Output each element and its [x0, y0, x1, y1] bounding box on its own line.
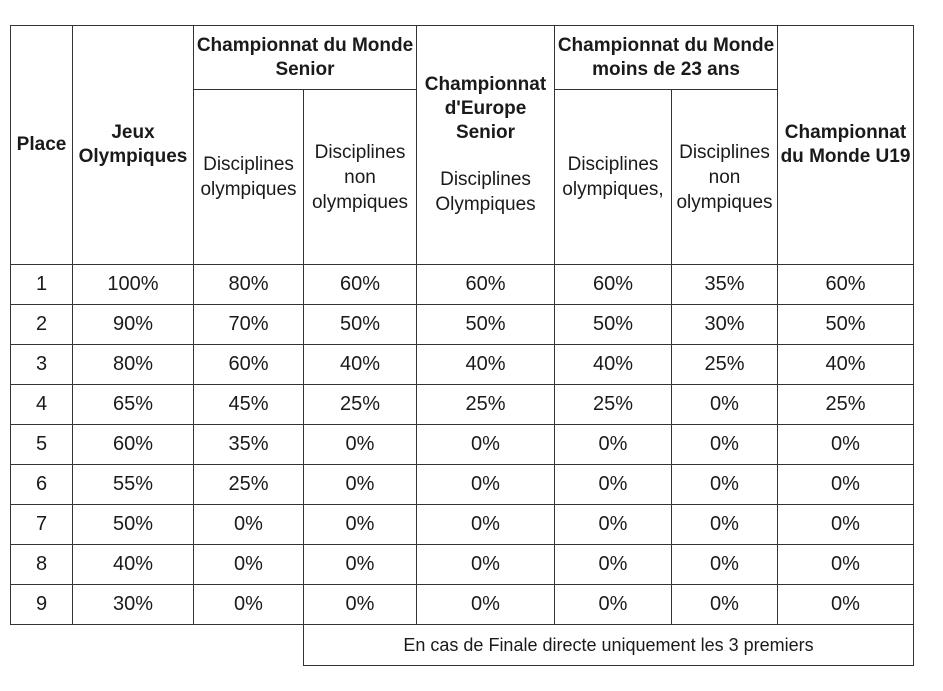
cell-cm-u23-olympic: 0%: [555, 545, 672, 585]
cell-cm-senior-non-olympic: 25%: [304, 385, 417, 425]
cell-cm-u23-non-olympic: 0%: [672, 545, 778, 585]
cell-cm-u19: 0%: [778, 585, 914, 625]
cell-jeux-olympiques: 30%: [73, 585, 194, 625]
cell-cm-u19: 0%: [778, 505, 914, 545]
cell-cm-u23-non-olympic: 0%: [672, 385, 778, 425]
header-cm-u23-olympic: Disciplines olympiques,: [555, 90, 672, 265]
cell-ce-senior: 0%: [417, 465, 555, 505]
cell-cm-u19: 0%: [778, 465, 914, 505]
header-ce-senior-subtitle: Disciplines Olympiques: [435, 169, 536, 215]
header-place: Place: [11, 26, 73, 265]
cell-jeux-olympiques: 80%: [73, 345, 194, 385]
cell-cm-u19: 25%: [778, 385, 914, 425]
cell-cm-u23-olympic: 40%: [555, 345, 672, 385]
footnote: En cas de Finale directe uniquement les 3 premiers: [304, 625, 914, 666]
header-cm-senior-olympic: Disciplines olympiques: [194, 90, 304, 265]
cell-cm-senior-non-olympic: 50%: [304, 305, 417, 345]
cell-jeux-olympiques: 60%: [73, 425, 194, 465]
cell-place: 3: [11, 345, 73, 385]
cell-ce-senior: 0%: [417, 585, 555, 625]
header-cm-senior-non-olympic: Disciplines non olympiques: [304, 90, 417, 265]
cell-cm-u19: 0%: [778, 545, 914, 585]
table-row: [11, 545, 914, 585]
cell-cm-senior-non-olympic: 0%: [304, 465, 417, 505]
cell-ce-senior: 25%: [417, 385, 555, 425]
cell-place: 7: [11, 505, 73, 545]
cell-jeux-olympiques: 55%: [73, 465, 194, 505]
cell-ce-senior: 60%: [417, 265, 555, 305]
table-row: [11, 505, 914, 545]
table-row: [11, 345, 914, 385]
cell-cm-u23-olympic: 25%: [555, 385, 672, 425]
cell-cm-senior-olympic: 0%: [194, 585, 304, 625]
cell-jeux-olympiques: 65%: [73, 385, 194, 425]
cell-cm-senior-non-olympic: 60%: [304, 265, 417, 305]
cell-ce-senior: 40%: [417, 345, 555, 385]
cell-cm-senior-olympic: 25%: [194, 465, 304, 505]
cell-cm-u23-olympic: 0%: [555, 465, 672, 505]
cell-cm-senior-olympic: 35%: [194, 425, 304, 465]
cell-cm-u23-olympic: 0%: [555, 585, 672, 625]
table-row: [11, 465, 914, 505]
cell-ce-senior: 50%: [417, 305, 555, 345]
header-cm-u19: Championnat du Monde U19: [778, 26, 914, 265]
cell-cm-u23-non-olympic: 0%: [672, 425, 778, 465]
points-table: [10, 25, 914, 666]
cell-jeux-olympiques: 40%: [73, 545, 194, 585]
cell-cm-u23-non-olympic: 25%: [672, 345, 778, 385]
cell-cm-u23-non-olympic: 35%: [672, 265, 778, 305]
cell-ce-senior: 0%: [417, 505, 555, 545]
cell-jeux-olympiques: 100%: [73, 265, 194, 305]
table-row: [11, 585, 914, 625]
cell-cm-senior-non-olympic: 0%: [304, 585, 417, 625]
table-row: [11, 305, 914, 345]
header-ce-senior-title: Championnat d'Europe Senior: [424, 74, 547, 143]
cell-ce-senior: 0%: [417, 545, 555, 585]
table-row: [11, 425, 914, 465]
header-cm-u23-non-olympic: Disciplines non olympiques: [672, 90, 778, 265]
table-row: [11, 265, 914, 305]
cell-cm-u23-olympic: 0%: [555, 505, 672, 545]
header-jeux-olympiques: Jeux Olympiques: [73, 26, 194, 265]
cell-cm-senior-olympic: 70%: [194, 305, 304, 345]
header-ce-senior: [417, 26, 555, 265]
cell-cm-u23-olympic: 60%: [555, 265, 672, 305]
cell-cm-u23-non-olympic: 0%: [672, 465, 778, 505]
cell-cm-senior-non-olympic: 0%: [304, 425, 417, 465]
cell-ce-senior: 0%: [417, 425, 555, 465]
cell-place: 6: [11, 465, 73, 505]
cell-place: 2: [11, 305, 73, 345]
cell-cm-u23-olympic: 0%: [555, 425, 672, 465]
cell-place: 1: [11, 265, 73, 305]
table-row: [11, 385, 914, 425]
header-cm-senior: Championnat du Monde Senior: [194, 26, 417, 90]
cell-cm-senior-olympic: 60%: [194, 345, 304, 385]
cell-cm-u23-olympic: 50%: [555, 305, 672, 345]
cell-place: 4: [11, 385, 73, 425]
cell-place: 5: [11, 425, 73, 465]
cell-cm-u23-non-olympic: 0%: [672, 585, 778, 625]
footnote-spacer: [11, 625, 304, 666]
cell-cm-senior-olympic: 45%: [194, 385, 304, 425]
cell-cm-senior-non-olympic: 0%: [304, 505, 417, 545]
cell-place: 8: [11, 545, 73, 585]
cell-cm-senior-olympic: 0%: [194, 545, 304, 585]
cell-cm-u19: 50%: [778, 305, 914, 345]
cell-cm-u19: 60%: [778, 265, 914, 305]
cell-cm-u23-non-olympic: 0%: [672, 505, 778, 545]
cell-cm-senior-olympic: 0%: [194, 505, 304, 545]
cell-jeux-olympiques: 50%: [73, 505, 194, 545]
cell-place: 9: [11, 585, 73, 625]
table-body: [11, 265, 914, 625]
cell-cm-u19: 0%: [778, 425, 914, 465]
cell-cm-u19: 40%: [778, 345, 914, 385]
cell-cm-senior-non-olympic: 0%: [304, 545, 417, 585]
header-cm-u23: Championnat du Monde moins de 23 ans: [555, 26, 778, 90]
cell-cm-senior-non-olympic: 40%: [304, 345, 417, 385]
cell-cm-senior-olympic: 80%: [194, 265, 304, 305]
cell-jeux-olympiques: 90%: [73, 305, 194, 345]
cell-cm-u23-non-olympic: 30%: [672, 305, 778, 345]
